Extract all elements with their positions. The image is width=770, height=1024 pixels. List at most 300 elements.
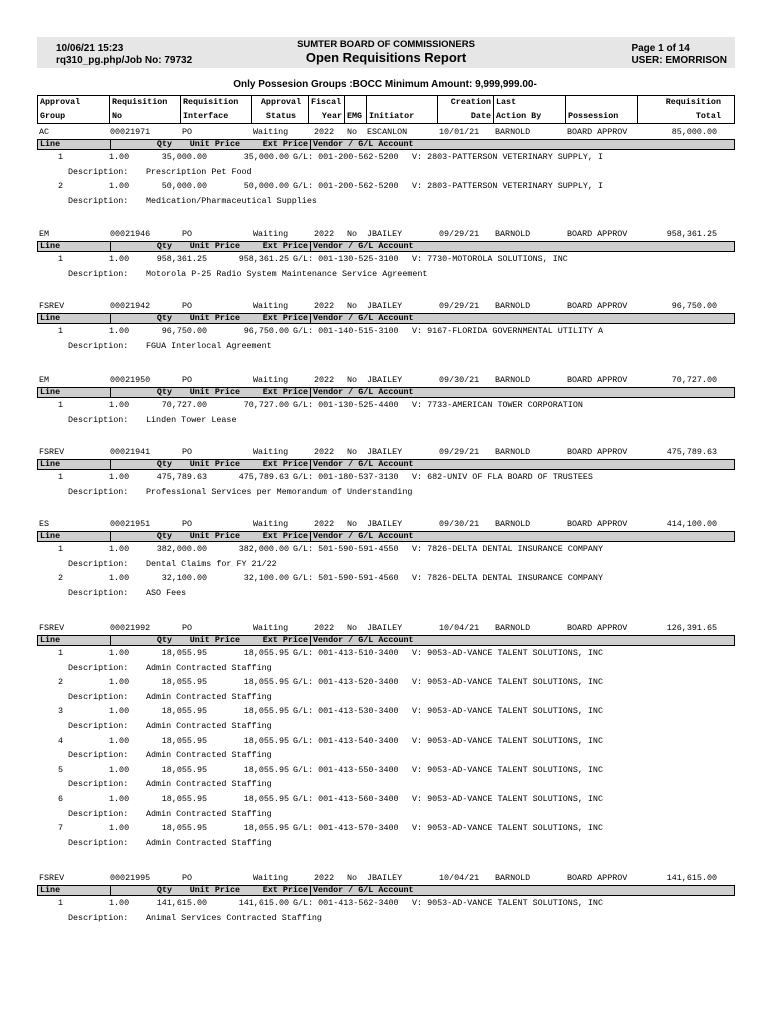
description-label: Description: [68, 662, 129, 673]
emg-flag: No [347, 301, 358, 311]
line-qty: 1.00 [109, 400, 130, 410]
line-description-row [37, 836, 735, 851]
possession: BOARD APPROV [567, 873, 628, 883]
line-vendor: V: 9053-AD-VANCE TALENT SOLUTIONS, INC [412, 706, 603, 717]
line-description-row [37, 748, 735, 763]
line-header-qty: Qty [110, 388, 174, 397]
last-action-by: BARNOLD [495, 447, 531, 457]
line-vendor: V: 9053-AD-VANCE TALENT SOLUTIONS, INC [412, 648, 603, 658]
line-header [37, 387, 735, 398]
line-unit-price: 18,055.95 [161, 706, 207, 717]
creation-date: 09/30/21 [439, 519, 480, 529]
line-description-row [37, 413, 735, 428]
line-description-row [37, 911, 735, 926]
line-header-unit-price: Unit Price [189, 635, 240, 645]
fiscal-year: 2022 [314, 229, 335, 239]
line-qty: 1.00 [109, 898, 130, 908]
line-description: FGUA Interlocal Agreement [146, 340, 272, 351]
line-gl-account: G/L: 001-130-525-3100 [293, 254, 399, 264]
line-item-row [37, 571, 735, 586]
requisition-number: 00021995 [110, 873, 151, 883]
line-item-row [37, 896, 735, 911]
line-vendor: V: 9053-AD-VANCE TALENT SOLUTIONS, INC [412, 735, 603, 746]
line-header-qty: Qty [110, 460, 174, 469]
line-vendor: V: 9053-AD-VANCE TALENT SOLUTIONS, INC [412, 898, 603, 908]
line-vendor: V: 9053-AD-VANCE TALENT SOLUTIONS, INC [412, 764, 603, 775]
requisition-total: 958,361.25 [666, 229, 717, 239]
description-label: Description: [68, 720, 129, 731]
description-label: Description: [68, 558, 129, 569]
line-vendor: V: 9053-AD-VANCE TALENT SOLUTIONS, INC [412, 677, 603, 688]
line-ext-price: 50,000.00 [243, 181, 289, 192]
approval-status: Waiting [253, 229, 289, 239]
description-label: Description: [68, 195, 129, 206]
line-header [37, 531, 735, 542]
description-label: Description: [68, 837, 129, 848]
requisition-group [37, 518, 735, 600]
col-last-action: Last Action By [493, 96, 565, 123]
requisition-row [37, 374, 735, 387]
line-ext-price: 35,000.00 [243, 152, 289, 162]
description-label: Description: [68, 587, 129, 598]
line-header-qty: Qty [110, 140, 174, 149]
line-gl-account: G/L: 001-413-562-3400 [293, 898, 399, 908]
line-gl-account: G/L: 001-413-530-3400 [293, 706, 399, 717]
possession: BOARD APPROV [567, 301, 628, 311]
line-qty: 1.00 [109, 706, 130, 717]
line-description-row [37, 807, 735, 822]
line-description: Admin Contracted Staffing [146, 808, 272, 819]
requisition-number: 00021941 [110, 447, 151, 457]
possession: BOARD APPROV [567, 375, 628, 385]
line-ext-price: 18,055.95 [243, 706, 289, 717]
requisition-interface: PO [182, 873, 193, 883]
initiator: JBAILEY [367, 873, 403, 883]
col-requisition-interface: Requisition Interface [180, 96, 251, 123]
line-gl-account: G/L: 001-413-570-3400 [293, 823, 399, 834]
line-vendor: V: 9053-AD-VANCE TALENT SOLUTIONS, INC [412, 793, 603, 804]
line-ext-price: 18,055.95 [243, 764, 289, 775]
fiscal-year: 2022 [314, 301, 335, 311]
requisition-group [37, 126, 735, 208]
line-item-row [37, 179, 735, 194]
line-number: 5 [57, 764, 63, 775]
requisition-number: 00021971 [110, 127, 151, 137]
approval-group: FSREV [39, 301, 65, 311]
requisition-group [37, 446, 735, 499]
line-ext-price: 70,727.00 [243, 400, 289, 410]
line-qty: 1.00 [109, 472, 130, 482]
line-ext-price: 475,789.63 [238, 472, 289, 482]
requisition-number: 00021946 [110, 229, 151, 239]
line-header-line: Line [40, 885, 61, 895]
line-vendor: V: 2803-PATTERSON VETERINARY SUPPLY, I [412, 181, 603, 192]
initiator: JBAILEY [367, 229, 403, 239]
line-number: 1 [57, 254, 63, 264]
line-qty: 1.00 [109, 254, 130, 264]
line-description-row [37, 690, 735, 705]
line-header-vendor: Vendor / G/L Account [310, 532, 414, 541]
description-label: Description: [68, 268, 129, 279]
approval-status: Waiting [253, 375, 289, 385]
requisition-number: 00021951 [110, 519, 151, 529]
col-fiscal-year: Fiscal Year [308, 96, 344, 123]
line-gl-account: G/L: 001-413-560-3400 [293, 793, 399, 804]
line-qty: 1.00 [109, 544, 130, 554]
report-header [37, 37, 735, 68]
line-qty: 1.00 [109, 326, 130, 336]
last-action-by: BARNOLD [495, 375, 531, 385]
approval-status: Waiting [253, 623, 289, 633]
line-description-row [37, 661, 735, 676]
line-header [37, 635, 735, 646]
line-description: Admin Contracted Staffing [146, 720, 272, 731]
requisition-interface: PO [182, 127, 193, 137]
line-number: 1 [57, 544, 63, 554]
line-ext-price: 96,750.00 [243, 326, 289, 336]
line-header-unit-price: Unit Price [189, 531, 240, 541]
line-header-qty: Qty [110, 886, 174, 895]
line-header-qty: Qty [110, 314, 174, 323]
description-label: Description: [68, 414, 129, 425]
initiator: JBAILEY [367, 375, 403, 385]
line-qty: 1.00 [109, 823, 130, 834]
line-unit-price: 141,615.00 [156, 898, 207, 908]
approval-group: EM [39, 375, 50, 385]
fiscal-year: 2022 [314, 447, 335, 457]
page-number: Page 1 of 14 [631, 43, 690, 54]
line-vendor: V: 2803-PATTERSON VETERINARY SUPPLY, I [412, 152, 603, 162]
line-description: Prescription Pet Food [146, 166, 252, 177]
line-item-row [37, 734, 735, 749]
header-right [631, 43, 727, 67]
report-filter-subtitle: Only Possesion Groups :BOCC Minimum Amount: 9,999,999.00- [233, 79, 537, 90]
line-description-row [37, 194, 735, 209]
line-item-row [37, 398, 735, 413]
approval-group: AC [39, 127, 50, 137]
line-description-row [37, 586, 735, 601]
line-unit-price: 475,789.63 [156, 472, 207, 482]
line-description: Professional Services per Memorandum of Understanding [146, 486, 413, 497]
line-description-row [37, 719, 735, 734]
line-item-row [37, 763, 735, 778]
organization-name: SUMTER BOARD OF COMMISSIONERS [297, 39, 475, 50]
line-header-unit-price: Unit Price [189, 387, 240, 397]
fiscal-year: 2022 [314, 873, 335, 883]
possession: BOARD APPROV [567, 447, 628, 457]
line-header-ext-price: Ext Price [262, 459, 308, 469]
line-gl-account: G/L: 001-413-550-3400 [293, 764, 399, 775]
initiator: JBAILEY [367, 519, 403, 529]
creation-date: 09/29/21 [439, 301, 480, 311]
requisition-row [37, 622, 735, 635]
line-item-row [37, 542, 735, 557]
line-header-ext-price: Ext Price [262, 531, 308, 541]
line-unit-price: 18,055.95 [161, 735, 207, 746]
line-item-row [37, 704, 735, 719]
line-description: Medication/Pharmaceutical Supplies [146, 195, 317, 206]
col-emg: EMG [344, 96, 366, 123]
line-item-row [37, 252, 735, 267]
requisition-total: 141,615.00 [666, 873, 717, 883]
line-number: 1 [57, 472, 63, 482]
description-label: Description: [68, 750, 129, 761]
requisition-total: 475,789.63 [666, 447, 717, 457]
line-ext-price: 18,055.95 [243, 677, 289, 688]
line-vendor: V: 7730-MOTOROLA SOLUTIONS, INC [412, 254, 568, 264]
last-action-by: BARNOLD [495, 623, 531, 633]
line-header-line: Line [40, 387, 61, 397]
line-ext-price: 18,055.95 [243, 793, 289, 804]
possession: BOARD APPROV [567, 623, 628, 633]
line-header-unit-price: Unit Price [189, 313, 240, 323]
description-label: Description: [68, 166, 129, 177]
requisition-number: 00021942 [110, 301, 151, 311]
description-label: Description: [68, 912, 129, 923]
requisition-total: 414,100.00 [666, 519, 717, 529]
line-item-row [37, 646, 735, 661]
line-description: Admin Contracted Staffing [146, 691, 272, 702]
line-description-row [37, 165, 735, 180]
requisition-row [37, 126, 735, 139]
line-ext-price: 32,100.00 [243, 573, 289, 584]
approval-status: Waiting [253, 301, 289, 311]
line-unit-price: 35,000.00 [161, 152, 207, 162]
requisition-total: 85,000.00 [671, 127, 717, 137]
line-header-line: Line [40, 139, 61, 149]
line-vendor: V: 9053-AD-VANCE TALENT SOLUTIONS, INC [412, 823, 603, 834]
line-description: Admin Contracted Staffing [146, 662, 272, 673]
creation-date: 10/04/21 [439, 623, 480, 633]
line-number: 7 [57, 823, 63, 834]
line-header-vendor: Vendor / G/L Account [310, 636, 414, 645]
line-unit-price: 96,750.00 [161, 326, 207, 336]
requisition-row [37, 518, 735, 531]
requisition-row [37, 300, 735, 313]
column-header [37, 95, 735, 124]
approval-status: Waiting [253, 873, 289, 883]
line-gl-account: G/L: 001-140-515-3100 [293, 326, 399, 336]
line-gl-account: G/L: 001-200-562-5200 [293, 181, 399, 192]
description-label: Description: [68, 808, 129, 819]
line-header-line: Line [40, 241, 61, 251]
line-gl-account: G/L: 001-200-562-5200 [293, 152, 399, 162]
line-number: 1 [57, 648, 63, 658]
line-description: Motorola P-25 Radio System Maintenance Service Agreement [146, 268, 428, 279]
line-header-ext-price: Ext Price [262, 313, 308, 323]
requisition-interface: PO [182, 375, 193, 385]
line-item-row [37, 792, 735, 807]
col-possession: Possession [565, 96, 637, 123]
requisition-row [37, 446, 735, 459]
line-item-row [37, 675, 735, 690]
last-action-by: BARNOLD [495, 519, 531, 529]
line-unit-price: 18,055.95 [161, 823, 207, 834]
line-description-row [37, 557, 735, 572]
line-header-unit-price: Unit Price [189, 459, 240, 469]
line-gl-account: G/L: 001-413-510-3400 [293, 648, 399, 658]
line-vendor: V: 7826-DELTA DENTAL INSURANCE COMPANY [412, 573, 603, 584]
line-description-row [37, 339, 735, 354]
requisition-row [37, 872, 735, 885]
emg-flag: No [347, 127, 358, 137]
line-number: 2 [57, 677, 63, 688]
description-label: Description: [68, 486, 129, 497]
line-qty: 1.00 [109, 793, 130, 804]
fiscal-year: 2022 [314, 375, 335, 385]
line-header-line: Line [40, 635, 61, 645]
line-number: 1 [57, 326, 63, 336]
possession: BOARD APPROV [567, 127, 628, 137]
requisition-group [37, 622, 735, 850]
line-header-line: Line [40, 531, 61, 541]
job-number: rq310_pg.php/Job No: 79732 [56, 55, 193, 66]
description-label: Description: [68, 779, 129, 790]
line-gl-account: G/L: 501-590-591-4550 [293, 544, 399, 554]
emg-flag: No [347, 519, 358, 529]
col-requisition-total: Requisition Total [637, 96, 735, 123]
emg-flag: No [347, 447, 358, 457]
line-number: 3 [57, 706, 63, 717]
line-header-line: Line [40, 313, 61, 323]
line-unit-price: 958,361.25 [156, 254, 207, 264]
requisition-total: 96,750.00 [671, 301, 717, 311]
line-header-vendor: Vendor / G/L Account [310, 314, 414, 323]
line-vendor: V: 9167-FLORIDA GOVERNMENTAL UTILITY A [412, 326, 603, 336]
fiscal-year: 2022 [314, 519, 335, 529]
line-item-row [37, 324, 735, 339]
line-header-qty: Qty [110, 242, 174, 251]
line-ext-price: 18,055.95 [243, 735, 289, 746]
approval-status: Waiting [253, 127, 289, 137]
approval-status: Waiting [253, 447, 289, 457]
description-label: Description: [68, 340, 129, 351]
line-unit-price: 18,055.95 [161, 677, 207, 688]
approval-group: FSREV [39, 447, 65, 457]
line-unit-price: 18,055.95 [161, 648, 207, 658]
line-header [37, 885, 735, 896]
line-unit-price: 18,055.95 [161, 764, 207, 775]
line-item-row [37, 821, 735, 836]
approval-group: FSREV [39, 623, 65, 633]
approval-group: EM [39, 229, 50, 239]
emg-flag: No [347, 375, 358, 385]
requisition-interface: PO [182, 447, 193, 457]
line-vendor: V: 7733-AMERICAN TOWER CORPORATION [412, 400, 583, 410]
line-description: Animal Services Contracted Staffing [146, 912, 322, 923]
line-ext-price: 18,055.95 [243, 648, 289, 658]
last-action-by: BARNOLD [495, 301, 531, 311]
line-unit-price: 18,055.95 [161, 793, 207, 804]
line-unit-price: 50,000.00 [161, 181, 207, 192]
approval-group: FSREV [39, 873, 65, 883]
possession: BOARD APPROV [567, 229, 628, 239]
col-approval-status: Approval Status [251, 96, 308, 123]
line-gl-account: G/L: 501-590-591-4560 [293, 573, 399, 584]
line-ext-price: 382,000.00 [238, 544, 289, 554]
line-header-vendor: Vendor / G/L Account [310, 140, 414, 149]
requisition-interface: PO [182, 623, 193, 633]
line-header [37, 313, 735, 324]
line-vendor: V: 7826-DELTA DENTAL INSURANCE COMPANY [412, 544, 603, 554]
line-description: ASO Fees [146, 587, 187, 598]
line-header-ext-price: Ext Price [262, 387, 308, 397]
report-user: USER: EMORRISON [631, 55, 727, 66]
requisition-number: 00021950 [110, 375, 151, 385]
line-unit-price: 70,727.00 [161, 400, 207, 410]
description-label: Description: [68, 691, 129, 702]
initiator: JBAILEY [367, 623, 403, 633]
line-number: 1 [57, 898, 63, 908]
emg-flag: No [347, 873, 358, 883]
col-requisition-no: Requisition No [109, 96, 180, 123]
creation-date: 10/04/21 [439, 873, 480, 883]
line-vendor: V: 682-UNIV OF FLA BOARD OF TRUSTEES [412, 472, 593, 482]
creation-date: 09/30/21 [439, 375, 480, 385]
line-description: Admin Contracted Staffing [146, 837, 272, 848]
fiscal-year: 2022 [314, 623, 335, 633]
line-header-vendor: Vendor / G/L Account [310, 388, 414, 397]
line-unit-price: 32,100.00 [161, 573, 207, 584]
report-title: Open Requisitions Report [305, 50, 467, 65]
line-description: Dental Claims for FY 21/22 [146, 558, 277, 569]
line-gl-account: G/L: 001-130-525-4400 [293, 400, 399, 410]
line-qty: 1.00 [109, 764, 130, 775]
last-action-by: BARNOLD [495, 873, 531, 883]
line-header-ext-price: Ext Price [262, 241, 308, 251]
line-qty: 1.00 [109, 181, 130, 192]
line-gl-account: G/L: 001-413-540-3400 [293, 735, 399, 746]
fiscal-year: 2022 [314, 127, 335, 137]
line-number: 1 [57, 400, 63, 410]
line-header [37, 459, 735, 470]
line-description-row [37, 267, 735, 282]
col-creation-date: Creation Date [437, 96, 493, 123]
requisition-number: 00021992 [110, 623, 151, 633]
initiator: ESCANLON [367, 127, 408, 137]
requisition-interface: PO [182, 519, 193, 529]
line-ext-price: 141,615.00 [238, 898, 289, 908]
line-qty: 1.00 [109, 152, 130, 162]
last-action-by: BARNOLD [495, 229, 531, 239]
col-approval-group: Approval Group [40, 97, 81, 121]
last-action-by: BARNOLD [495, 127, 531, 137]
line-number: 2 [57, 573, 63, 584]
line-header-ext-price: Ext Price [262, 139, 308, 149]
line-header-ext-price: Ext Price [262, 885, 308, 895]
line-description: Admin Contracted Staffing [146, 779, 272, 790]
line-number: 4 [57, 735, 63, 746]
line-description: Linden Tower Lease [146, 414, 237, 425]
emg-flag: No [347, 229, 358, 239]
line-qty: 1.00 [109, 735, 130, 746]
line-qty: 1.00 [109, 677, 130, 688]
requisition-interface: PO [182, 229, 193, 239]
line-item-row [37, 150, 735, 165]
line-item-row [37, 470, 735, 485]
line-header-unit-price: Unit Price [189, 241, 240, 251]
line-header-vendor: Vendor / G/L Account [310, 460, 414, 469]
line-number: 1 [57, 152, 63, 162]
emg-flag: No [347, 623, 358, 633]
requisition-group [37, 374, 735, 427]
line-header-unit-price: Unit Price [189, 885, 240, 895]
line-header-unit-price: Unit Price [189, 139, 240, 149]
requisition-row [37, 228, 735, 241]
report-datetime: 10/06/21 15:23 [56, 43, 124, 54]
line-gl-account: G/L: 001-180-537-3130 [293, 472, 399, 482]
creation-date: 10/01/21 [439, 127, 480, 137]
